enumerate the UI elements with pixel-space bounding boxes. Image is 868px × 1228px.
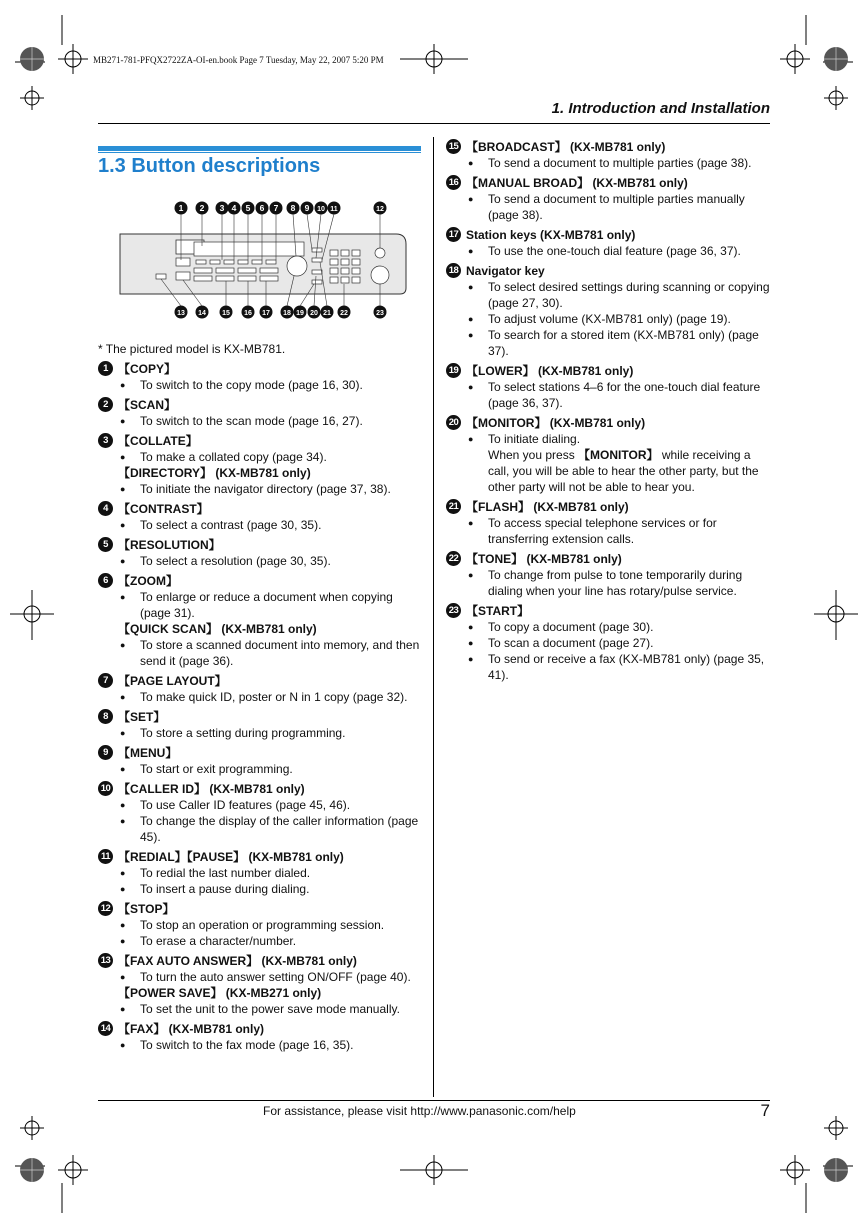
bullet-dot: ● xyxy=(120,816,126,826)
entry-heading xyxy=(446,415,772,431)
button-entry xyxy=(98,501,426,533)
entry-title: 【MONITOR】 (KX-MB781 only) xyxy=(466,416,646,430)
copy-scan-keys xyxy=(176,258,190,266)
bullet-item xyxy=(446,431,772,447)
bullet-item xyxy=(98,377,426,393)
bullet-item xyxy=(98,761,426,777)
sub-entry-title: 【DIRECTORY】 (KX-MB781 only) xyxy=(118,466,311,480)
section-title: 1.3 Button descriptions xyxy=(98,155,321,177)
bullet-dot: ● xyxy=(468,654,474,664)
bullet-item xyxy=(446,619,772,635)
entry-title: 【STOP】 xyxy=(118,902,175,916)
bullet-item xyxy=(98,969,426,985)
bullet-dot: ● xyxy=(468,382,474,392)
diagram-badge-label: 19 xyxy=(296,310,304,317)
bullet-text: To scan a document (page 27). xyxy=(488,636,654,650)
diagram-badge-label: 1 xyxy=(178,203,184,213)
diagram-badge-label: 16 xyxy=(244,310,252,317)
button-entry xyxy=(446,139,772,171)
entry-title: 【MENU】 xyxy=(118,746,178,760)
footer-rule xyxy=(98,1100,770,1101)
button-entry xyxy=(446,363,772,411)
entry-title: 【ZOOM】 xyxy=(118,574,178,588)
bullet-dot: ● xyxy=(468,638,474,648)
bullet-dot: ● xyxy=(468,158,474,168)
button-entry xyxy=(446,415,772,495)
diagram-badge-label: 9 xyxy=(304,203,310,213)
diagram-badge-label: 8 xyxy=(290,203,296,213)
bullet-item xyxy=(98,865,426,881)
bullet-dot: ● xyxy=(120,452,126,462)
bullet-dot: ● xyxy=(468,282,474,292)
entry-title: 【RESOLUTION】 xyxy=(118,538,221,552)
diagram-badge-label: 14 xyxy=(198,310,206,317)
bullet-text: To search for a stored item (KX-MB781 only) (page 37). xyxy=(488,328,759,358)
button-entry xyxy=(98,673,426,705)
bullet-item xyxy=(98,725,426,741)
page-number: 7 xyxy=(760,1101,770,1120)
bullet-item xyxy=(98,1037,426,1053)
bullet-item xyxy=(98,881,426,897)
entry-number-badge: 21 xyxy=(446,499,461,514)
entry-number-badge: 5 xyxy=(98,537,113,552)
entry-title: 【SCAN】 xyxy=(118,398,177,412)
entry-title: 【TONE】 (KX-MB781 only) xyxy=(466,552,622,566)
panel-lcd xyxy=(194,242,304,256)
entry-heading xyxy=(98,953,426,969)
control-panel-diagram xyxy=(116,198,412,320)
entry-number-badge: 7 xyxy=(98,673,113,688)
continuation-pre: When you press xyxy=(488,448,579,462)
entry-title: 【CONTRAST】 xyxy=(118,502,209,516)
entry-number-badge: 13 xyxy=(98,953,113,968)
diagram-badge-label: 17 xyxy=(262,310,270,317)
bullet-dot: ● xyxy=(468,314,474,324)
diagram-badge-label: 4 xyxy=(231,203,237,213)
sub-entry-title: 【POWER SAVE】 (KX-MB271 only) xyxy=(118,986,322,1000)
bullet-text: To turn the auto answer setting ON/OFF (page 40). xyxy=(140,970,411,984)
bullet-dot: ● xyxy=(120,1040,126,1050)
left-column xyxy=(98,361,426,1057)
bullet-dot: ● xyxy=(120,868,126,878)
bullet-dot: ● xyxy=(120,920,126,930)
entry-title: 【MANUAL BROAD】 (KX-MB781 only) xyxy=(466,176,688,190)
bullet-text: To send a document to multiple parties (page 38). xyxy=(488,156,752,170)
bullet-dot: ● xyxy=(120,972,126,982)
entry-number-badge: 2 xyxy=(98,397,113,412)
bullet-dot: ● xyxy=(468,434,474,444)
button-entry xyxy=(446,551,772,599)
diagram-badge-label: 11 xyxy=(330,206,338,213)
footer-help-text: For assistance, please visit http://www.panasonic.com/help xyxy=(263,1104,576,1118)
button-entry xyxy=(446,227,772,259)
fax-auto-answer-key xyxy=(156,274,166,279)
entry-title: 【SET】 xyxy=(118,710,166,724)
diagram-badge-label: 2 xyxy=(199,203,205,213)
bullet-dot: ● xyxy=(468,570,474,580)
bullet-dot: ● xyxy=(468,194,474,204)
bullet-item xyxy=(446,515,772,547)
stop-key xyxy=(375,248,385,258)
bullet-item xyxy=(446,191,772,223)
bullet-item xyxy=(98,449,426,465)
entry-heading xyxy=(446,551,772,567)
entry-heading xyxy=(98,745,426,761)
entry-title: 【REDIAL】【PAUSE】 (KX-MB781 only) xyxy=(118,850,344,864)
entry-title: 【FAX】 (KX-MB781 only) xyxy=(118,1022,265,1036)
bullet-text: To change from pulse to tone temporarily during dialing when your line has rotary/pulse service. xyxy=(488,568,743,598)
navigator-key xyxy=(287,256,307,276)
bullet-dot: ● xyxy=(120,764,126,774)
bullet-item xyxy=(446,635,772,651)
bullet-item xyxy=(446,243,772,259)
bullet-item xyxy=(98,413,426,429)
entry-heading xyxy=(98,361,426,377)
diagram-badge-label: 21 xyxy=(323,310,331,317)
entry-title: 【START】 xyxy=(466,604,530,618)
entry-number-badge: 18 xyxy=(446,263,461,278)
header-rule xyxy=(98,123,770,124)
bullet-dot: ● xyxy=(120,380,126,390)
bullet-item xyxy=(446,567,772,599)
bullet-item xyxy=(98,933,426,949)
diagram-badge-label: 15 xyxy=(222,310,230,317)
bullet-text: To select desired settings during scanning or copying (page 27, 30). xyxy=(488,280,770,310)
bullet-dot: ● xyxy=(120,1004,126,1014)
diagram-badge-label: 12 xyxy=(376,206,384,213)
bullet-text: To select stations 4–6 for the one-touch dial feature (page 36, 37). xyxy=(488,380,761,410)
continuation-button: 【MONITOR】 xyxy=(578,448,659,462)
entry-heading xyxy=(98,1021,426,1037)
entry-number-badge: 9 xyxy=(98,745,113,760)
entry-number-badge: 4 xyxy=(98,501,113,516)
entry-title: 【PAGE LAYOUT】 xyxy=(118,674,227,688)
entry-heading xyxy=(98,501,426,517)
entry-heading xyxy=(98,709,426,725)
entry-heading xyxy=(446,363,772,379)
diagram-badge-label: 5 xyxy=(245,203,251,213)
section-title-bar xyxy=(98,146,421,151)
diagram-badge-label: 13 xyxy=(177,310,185,317)
entry-title: 【COPY】 xyxy=(118,362,177,376)
button-entry xyxy=(98,745,426,777)
diagram-badge-label: 7 xyxy=(273,203,279,213)
button-entry xyxy=(98,537,426,569)
entry-title: Navigator key xyxy=(466,264,545,278)
sub-entry-title: 【QUICK SCAN】 (KX-MB781 only) xyxy=(118,622,317,636)
entry-number-badge: 19 xyxy=(446,363,461,378)
bullet-dot: ● xyxy=(120,556,126,566)
button-entry xyxy=(98,433,426,497)
bullet-item xyxy=(446,311,772,327)
diagram-badge-label: 3 xyxy=(219,203,225,213)
bullet-item xyxy=(98,1001,426,1017)
bullet-text: To start or exit programming. xyxy=(140,762,293,776)
bullet-dot: ● xyxy=(120,592,126,602)
entry-heading xyxy=(98,537,426,553)
bullet-text: To enlarge or reduce a document when copying (page 31). xyxy=(140,590,393,620)
entry-heading xyxy=(446,175,772,191)
entry-heading xyxy=(98,901,426,917)
bullet-item xyxy=(98,517,426,533)
entry-title: 【FLASH】 (KX-MB781 only) xyxy=(466,500,629,514)
bullet-item xyxy=(98,553,426,569)
bullet-text: To insert a pause during dialing. xyxy=(140,882,310,896)
bullet-dot: ● xyxy=(120,936,126,946)
entry-title: 【FAX AUTO ANSWER】 (KX-MB781 only) xyxy=(118,954,357,968)
bullet-item xyxy=(446,651,772,683)
bullet-item xyxy=(98,813,426,845)
section-title-rule xyxy=(98,152,421,153)
pictured-model-note: * The pictured model is KX-MB781. xyxy=(98,342,286,356)
button-entry xyxy=(98,397,426,429)
bullet-dot: ● xyxy=(468,330,474,340)
entry-number-badge: 12 xyxy=(98,901,113,916)
start-key xyxy=(371,266,389,284)
bullet-text: To switch to the scan mode (page 16, 27). xyxy=(140,414,363,428)
bullet-text: To select a resolution (page 30, 35). xyxy=(140,554,331,568)
bullet-dot: ● xyxy=(120,692,126,702)
bullet-dot: ● xyxy=(468,246,474,256)
bullet-text: To redial the last number dialed. xyxy=(140,866,311,880)
fax-key xyxy=(176,272,190,280)
bullet-text: To use the one-touch dial feature (page 36, 37). xyxy=(488,244,741,258)
entry-number-badge: 10 xyxy=(98,781,113,796)
button-entry xyxy=(98,781,426,845)
entry-number-badge: 1 xyxy=(98,361,113,376)
entry-heading xyxy=(98,781,426,797)
bullet-text: To access special telephone services or for transferring extension calls. xyxy=(488,516,717,546)
bullet-item xyxy=(446,279,772,311)
bullet-text: To switch to the fax mode (page 16, 35). xyxy=(140,1038,354,1052)
button-entry xyxy=(98,1021,426,1053)
continuation-post: while receiving a call, you will be able to hear the other party, but the other party will not be able to hear you. xyxy=(488,448,759,494)
diagram-badge-label: 10 xyxy=(317,206,325,213)
right-column xyxy=(446,139,772,687)
button-entry xyxy=(98,573,426,669)
entry-heading xyxy=(98,573,426,589)
diagram-badge-label: 22 xyxy=(340,310,348,317)
entry-number-badge: 17 xyxy=(446,227,461,242)
bullet-text: To change the display of the caller information (page 45). xyxy=(140,814,419,844)
bullet-item xyxy=(98,637,426,669)
entry-continuation xyxy=(446,447,772,495)
diagram-badge-label: 6 xyxy=(259,203,265,213)
entry-heading xyxy=(446,263,772,279)
button-entry xyxy=(446,263,772,359)
bullet-text: To send or receive a fax (KX-MB781 only) (page 35, 41). xyxy=(488,652,765,682)
diagram-badge-label: 20 xyxy=(310,310,318,317)
entry-number-badge: 8 xyxy=(98,709,113,724)
bullet-text: To switch to the copy mode (page 16, 30). xyxy=(140,378,363,392)
button-entry xyxy=(98,361,426,393)
entry-number-badge: 3 xyxy=(98,433,113,448)
bullet-item xyxy=(98,917,426,933)
entry-heading xyxy=(446,227,772,243)
bullet-text: To erase a character/number. xyxy=(140,934,297,948)
bullet-dot: ● xyxy=(120,800,126,810)
bullet-text: To copy a document (page 30). xyxy=(488,620,654,634)
bullet-text: To store a scanned document into memory, and then send it (page 36). xyxy=(140,638,420,668)
bullet-text: To select a contrast (page 30, 35). xyxy=(140,518,322,532)
entry-number-badge: 14 xyxy=(98,1021,113,1036)
entry-number-badge: 20 xyxy=(446,415,461,430)
entry-number-badge: 16 xyxy=(446,175,461,190)
bullet-dot: ● xyxy=(468,622,474,632)
file-info-line: MB271-781-PFQX2722ZA-OI-en.book Page 7 Tuesday, May 22, 2007 5:20 PM xyxy=(93,55,384,65)
diagram-badge-label: 23 xyxy=(376,310,384,317)
bullet-dot: ● xyxy=(120,640,126,650)
entry-heading xyxy=(446,499,772,515)
entry-title: 【COLLATE】 xyxy=(118,434,198,448)
bullet-text: To store a setting during programming. xyxy=(140,726,346,740)
entry-heading xyxy=(98,849,426,865)
button-entry xyxy=(98,849,426,897)
bullet-dot: ● xyxy=(120,416,126,426)
entry-title: 【BROADCAST】 (KX-MB781 only) xyxy=(466,140,666,154)
entry-number-badge: 23 xyxy=(446,603,461,618)
entry-heading xyxy=(98,397,426,413)
entry-number-badge: 6 xyxy=(98,573,113,588)
bullet-text: To make a collated copy (page 34). xyxy=(140,450,327,464)
bullet-text: To adjust volume (KX-MB781 only) (page 19). xyxy=(488,312,731,326)
entry-heading xyxy=(98,673,426,689)
button-entry xyxy=(98,901,426,949)
bullet-dot: ● xyxy=(120,884,126,894)
bullet-item xyxy=(446,379,772,411)
entry-heading xyxy=(98,433,426,449)
bullet-item xyxy=(98,797,426,813)
button-entry xyxy=(446,175,772,223)
diagram-badge-label: 18 xyxy=(283,310,291,317)
bullet-text: To use Caller ID features (page 45, 46). xyxy=(140,798,351,812)
entry-number-badge: 15 xyxy=(446,139,461,154)
bullet-item xyxy=(446,155,772,171)
entry-heading xyxy=(446,603,772,619)
button-entry xyxy=(446,603,772,683)
entry-number-badge: 22 xyxy=(446,551,461,566)
button-entry xyxy=(98,709,426,741)
chapter-title: 1. Introduction and Installation xyxy=(551,100,770,117)
bullet-text: To initiate the navigator directory (page 37, 38). xyxy=(140,482,391,496)
diagram-bottom-numbers xyxy=(175,306,387,319)
bullet-dot: ● xyxy=(120,484,126,494)
entry-title: 【CALLER ID】 (KX-MB781 only) xyxy=(118,782,305,796)
bullet-item xyxy=(98,689,426,705)
entry-heading xyxy=(446,139,772,155)
bullet-text: To send a document to multiple parties manually (page 38). xyxy=(488,192,745,222)
entry-number-badge: 11 xyxy=(98,849,113,864)
bullet-item xyxy=(98,481,426,497)
button-entry xyxy=(446,499,772,547)
bullet-item xyxy=(98,589,426,621)
bullet-dot: ● xyxy=(120,728,126,738)
column-divider xyxy=(433,137,434,1097)
entry-title: 【LOWER】 (KX-MB781 only) xyxy=(466,364,634,378)
bullet-dot: ● xyxy=(468,518,474,528)
bullet-dot: ● xyxy=(120,520,126,530)
bullet-item xyxy=(446,327,772,359)
bullet-text: To make quick ID, poster or N in 1 copy (page 32). xyxy=(140,690,408,704)
diagram-top-numbers xyxy=(175,202,387,215)
bullet-text: To initiate dialing. xyxy=(488,432,581,446)
bullet-text: To stop an operation or programming session. xyxy=(140,918,385,932)
button-entry xyxy=(98,953,426,1017)
bullet-text: To set the unit to the power save mode manually. xyxy=(140,1002,400,1016)
entry-title: Station keys (KX-MB781 only) xyxy=(466,228,636,242)
